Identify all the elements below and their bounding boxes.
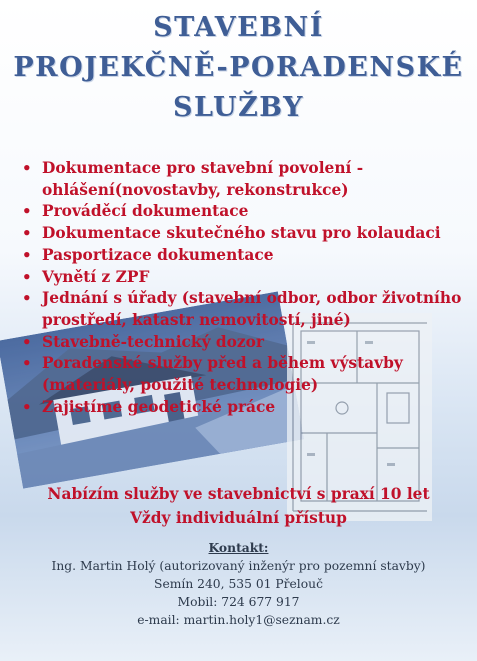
title-line-2: PROJEKČNĚ-PORADENSKÉ xyxy=(13,52,464,83)
offer-line-experience: Nabízím služby ve stavebnictví s praxí 10 let xyxy=(47,485,430,503)
offer-line-approach: Vždy individuální přístup xyxy=(130,509,347,527)
services-list xyxy=(22,158,474,418)
contact-email: e-mail: martin.holy1@seznam.cz xyxy=(137,613,340,627)
title-line-1: STAVEBNÍ xyxy=(153,12,324,43)
list-item: • Pasportizace dokumentace xyxy=(22,245,474,267)
title-line-3: SLUŽBY xyxy=(173,92,304,123)
offer-text xyxy=(0,482,477,530)
list-item: • Dokumentace pro stavební povolení - ohlášení(novostavby, rekonstrukce) xyxy=(22,158,474,201)
list-item: • Prováděcí dokumentace xyxy=(22,201,474,223)
list-item: • Stavebně-technický dozor xyxy=(22,332,474,354)
contact-phone: Mobil: 724 677 917 xyxy=(177,595,300,609)
page-title xyxy=(0,8,477,128)
contact-address: Semín 240, 535 01 Přelouč xyxy=(154,577,323,591)
list-item: • Dokumentace skutečného stavu pro kolaudaci xyxy=(22,223,474,245)
list-item: • Jednání s úřady (stavební odbor, odbor životního prostředí, katastr nemovitostí, jiné) xyxy=(22,288,474,331)
contact-block xyxy=(0,539,477,629)
list-item: • Zajistíme geodetické práce xyxy=(22,397,474,419)
contact-name: Ing. Martin Holý (autorizovaný inženýr pro pozemní stavby) xyxy=(51,559,426,573)
list-item: • Vynětí z ZPF xyxy=(22,267,474,289)
contact-heading: Kontakt: xyxy=(208,540,269,555)
list-item: • Poradenské služby před a během výstavby (materiály, použité technologie) xyxy=(22,353,474,396)
